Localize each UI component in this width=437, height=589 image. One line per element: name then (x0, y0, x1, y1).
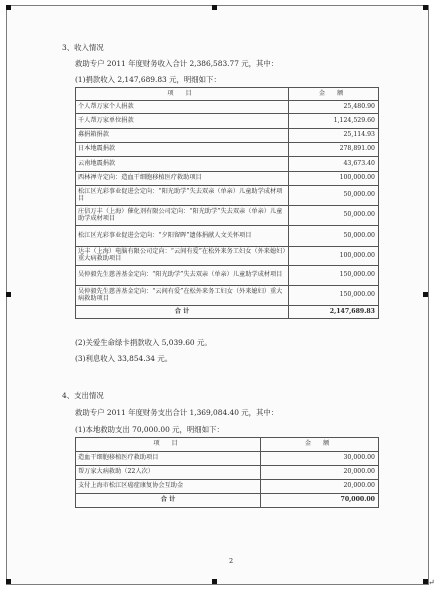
income-amount-cell: 278,891.00 (289, 143, 379, 157)
income-item-cell: 吴仲毅先生慈善基金定向：“阳光助学”失去双亲（单亲）儿童助学成材项目 (76, 266, 289, 286)
income-item-cell: 达丰（上海）电脑有限公司定向：“云间有爱”在松外来务工妇女（外来媳妇）重大病救助项目 (76, 247, 289, 266)
income-row (76, 286, 379, 306)
income-row (76, 129, 379, 143)
registration-mark-top-left (6, 5, 11, 10)
income-item-cell: 松江区光彩事业促进会定向：“阳光助学”失去双亲（单亲）儿童助学成材项目 (76, 186, 289, 206)
paragraph-mark: ↵ (428, 578, 435, 587)
section-4-heading: 4、支出情况 (62, 391, 104, 400)
income-item-cell: 庄信万丰（上海）催化剂有限公司定向：“阳光助学”失去双亲（单亲）儿童助学成材项目 (76, 206, 289, 226)
income-amount-cell: 150,000.00 (289, 286, 379, 306)
income-row (76, 143, 379, 157)
income-table (75, 87, 379, 319)
registration-mark-top-right (423, 5, 428, 10)
expense-row (76, 480, 379, 494)
income-amount-cell: 50,000.00 (289, 226, 379, 247)
expense-amount-cell: 30,000.00 (261, 452, 379, 466)
expense-header-cell: 金 额 (261, 438, 379, 452)
expense-total-label: 合 计 (76, 494, 261, 508)
expense-row (76, 452, 379, 466)
income-amount-cell: 100,000.00 (289, 247, 379, 266)
section-3-sub3: (3)利息收入 33,854.34 元。 (75, 354, 173, 363)
income-total-row (76, 306, 379, 319)
registration-mark-top-center (212, 5, 217, 10)
income-amount-cell: 50,000.00 (289, 206, 379, 226)
income-amount-cell: 150,000.00 (289, 266, 379, 286)
income-item-cell: 云南地震捐款 (76, 157, 289, 172)
expense-row (76, 466, 379, 480)
income-amount-cell: 1,124,529.60 (289, 114, 379, 129)
expense-amount-cell: 20,000.00 (261, 480, 379, 494)
income-row (76, 172, 379, 186)
registration-mark-mid-right (423, 292, 428, 297)
income-row (76, 226, 379, 247)
income-row (76, 157, 379, 172)
expense-amount-cell: 20,000.00 (261, 466, 379, 480)
income-row (76, 266, 379, 286)
expense-header-cell: 项 目 (76, 438, 261, 452)
income-item-cell: 个人帮万家个人捐款 (76, 101, 289, 114)
section-3-sub1: (1)捐款收入 2,147,689.83 元，明细如下： (75, 75, 221, 84)
expense-total-amount: 70,000.00 (261, 494, 379, 508)
income-row (76, 186, 379, 206)
income-total-amount: 2,147,689.83 (289, 306, 379, 319)
income-row (76, 101, 379, 114)
income-amount-cell: 100,000.00 (289, 172, 379, 186)
income-header-cell: 金 额 (289, 88, 379, 101)
section-4-summary: 救助专户 2011 年度财务支出合计 1,369,084.40 元，其中： (75, 408, 279, 417)
page-number: 2 (229, 557, 234, 565)
registration-mark-bottom-center (212, 579, 217, 584)
income-amount-cell: 43,673.40 (289, 157, 379, 172)
income-amount-cell: 50,000.00 (289, 186, 379, 206)
income-amount-cell: 25,480.90 (289, 101, 379, 114)
expense-total-row (76, 494, 379, 508)
income-total-label: 合 计 (76, 306, 289, 319)
income-item-cell: 日本地震捐款 (76, 143, 289, 157)
registration-mark-bottom-left (6, 579, 11, 584)
section-4-sub1: (1)本地救助支出 70,000.00 元，明细如下： (75, 425, 224, 434)
income-row (76, 247, 379, 266)
expense-table (75, 437, 379, 508)
section-3-sub2: (2)关爱生命绿卡捐款收入 5,039.60 元。 (75, 338, 212, 347)
expense-header-row (76, 438, 379, 452)
income-header-row (76, 88, 379, 101)
section-3-heading: 3、收入情况 (62, 43, 104, 52)
expense-item-cell: 支付上海市松江区癌症康复协会互助金 (76, 480, 261, 494)
income-header-cell: 项 目 (76, 88, 289, 101)
income-item-cell: 募捐箱捐款 (76, 129, 289, 143)
income-row (76, 206, 379, 226)
expense-item-cell: 造血干细胞移植医疗救助项目 (76, 452, 261, 466)
income-item-cell: 千人帮万家单位捐款 (76, 114, 289, 129)
section-3-summary: 救助专户 2011 年度财务收入合计 2,386,583.77 元，其中： (75, 59, 279, 68)
expense-item-cell: 帮万家大病救助（22人次） (76, 466, 261, 480)
income-item-cell: 吴仲毅先生慈善基金定向：“云间有爱”在松外来务工妇女（外来媳妇）重大病救助项目 (76, 286, 289, 306)
income-item-cell: 松江区光彩事业促进会定向：“夕阳留晖”遗体捐献人文关怀项目 (76, 226, 289, 247)
income-row (76, 114, 379, 129)
income-amount-cell: 25,114.93 (289, 129, 379, 143)
registration-mark-mid-left (6, 292, 11, 297)
income-item-cell: 西林禅寺定向：造血干细胞移植医疗救助项目 (76, 172, 289, 186)
